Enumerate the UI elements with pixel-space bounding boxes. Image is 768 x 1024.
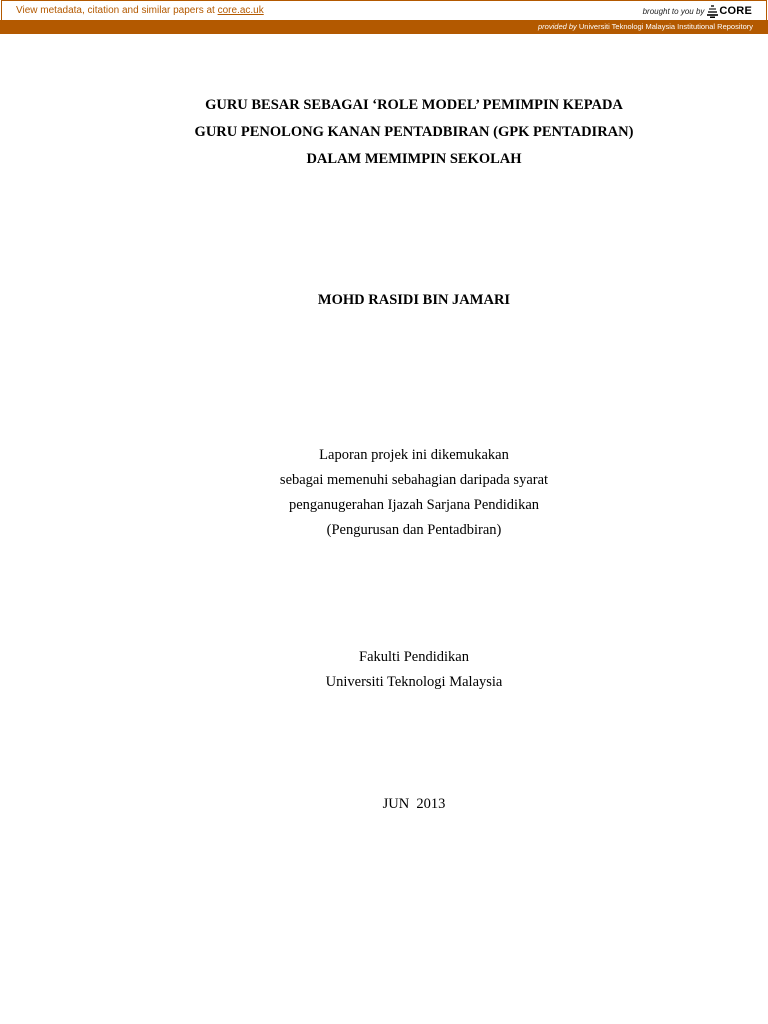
report-line: Laporan projek ini dikemukakan (319, 447, 509, 463)
core-banner (1, 0, 767, 20)
report-line: sebagai memenuhi sebahagian daripada syarat (279, 472, 549, 488)
report-statement (0, 443, 768, 543)
author-name: MOHD RASIDI BIN JAMARI (317, 292, 511, 308)
provided-by-strip (0, 20, 768, 34)
brought-to-you-text: brought to you by (642, 6, 705, 16)
faculty-name: Fakulti Pendidikan (359, 649, 469, 665)
metadata-notice (16, 5, 264, 16)
core-brand[interactable] (643, 4, 752, 18)
title-line: DALAM MEMIMPIN SEKOLAH (306, 151, 522, 167)
core-ac-uk-link[interactable]: core.ac.uk (217, 5, 264, 16)
core-logo-icon (707, 5, 718, 18)
repository-link[interactable]: Universiti Teknologi Malaysia Institutional Repository (578, 22, 753, 31)
metadata-text: View metadata, citation and similar papers at (16, 5, 218, 16)
university-name: Universiti Teknologi Malaysia (325, 674, 503, 690)
date-text: JUN 2013 (382, 796, 446, 812)
core-logo-text: CORE (719, 5, 752, 17)
provided-by-label: provided by (538, 22, 577, 31)
report-line: (Pengurusan dan Pentadbiran) (326, 522, 502, 538)
thesis-title (0, 92, 768, 173)
title-line: GURU BESAR SEBAGAI ‘ROLE MODEL’ PEMIMPIN KEPADA (205, 97, 623, 113)
provided-by (538, 22, 753, 31)
submission-date (0, 796, 768, 813)
title-line: GURU PENOLONG KANAN PENTADBIRAN (GPK PENTADIRAN) (194, 124, 634, 140)
faculty-block (0, 645, 768, 695)
report-line: penganugerahan Ijazah Sarjana Pendidikan (288, 497, 540, 513)
